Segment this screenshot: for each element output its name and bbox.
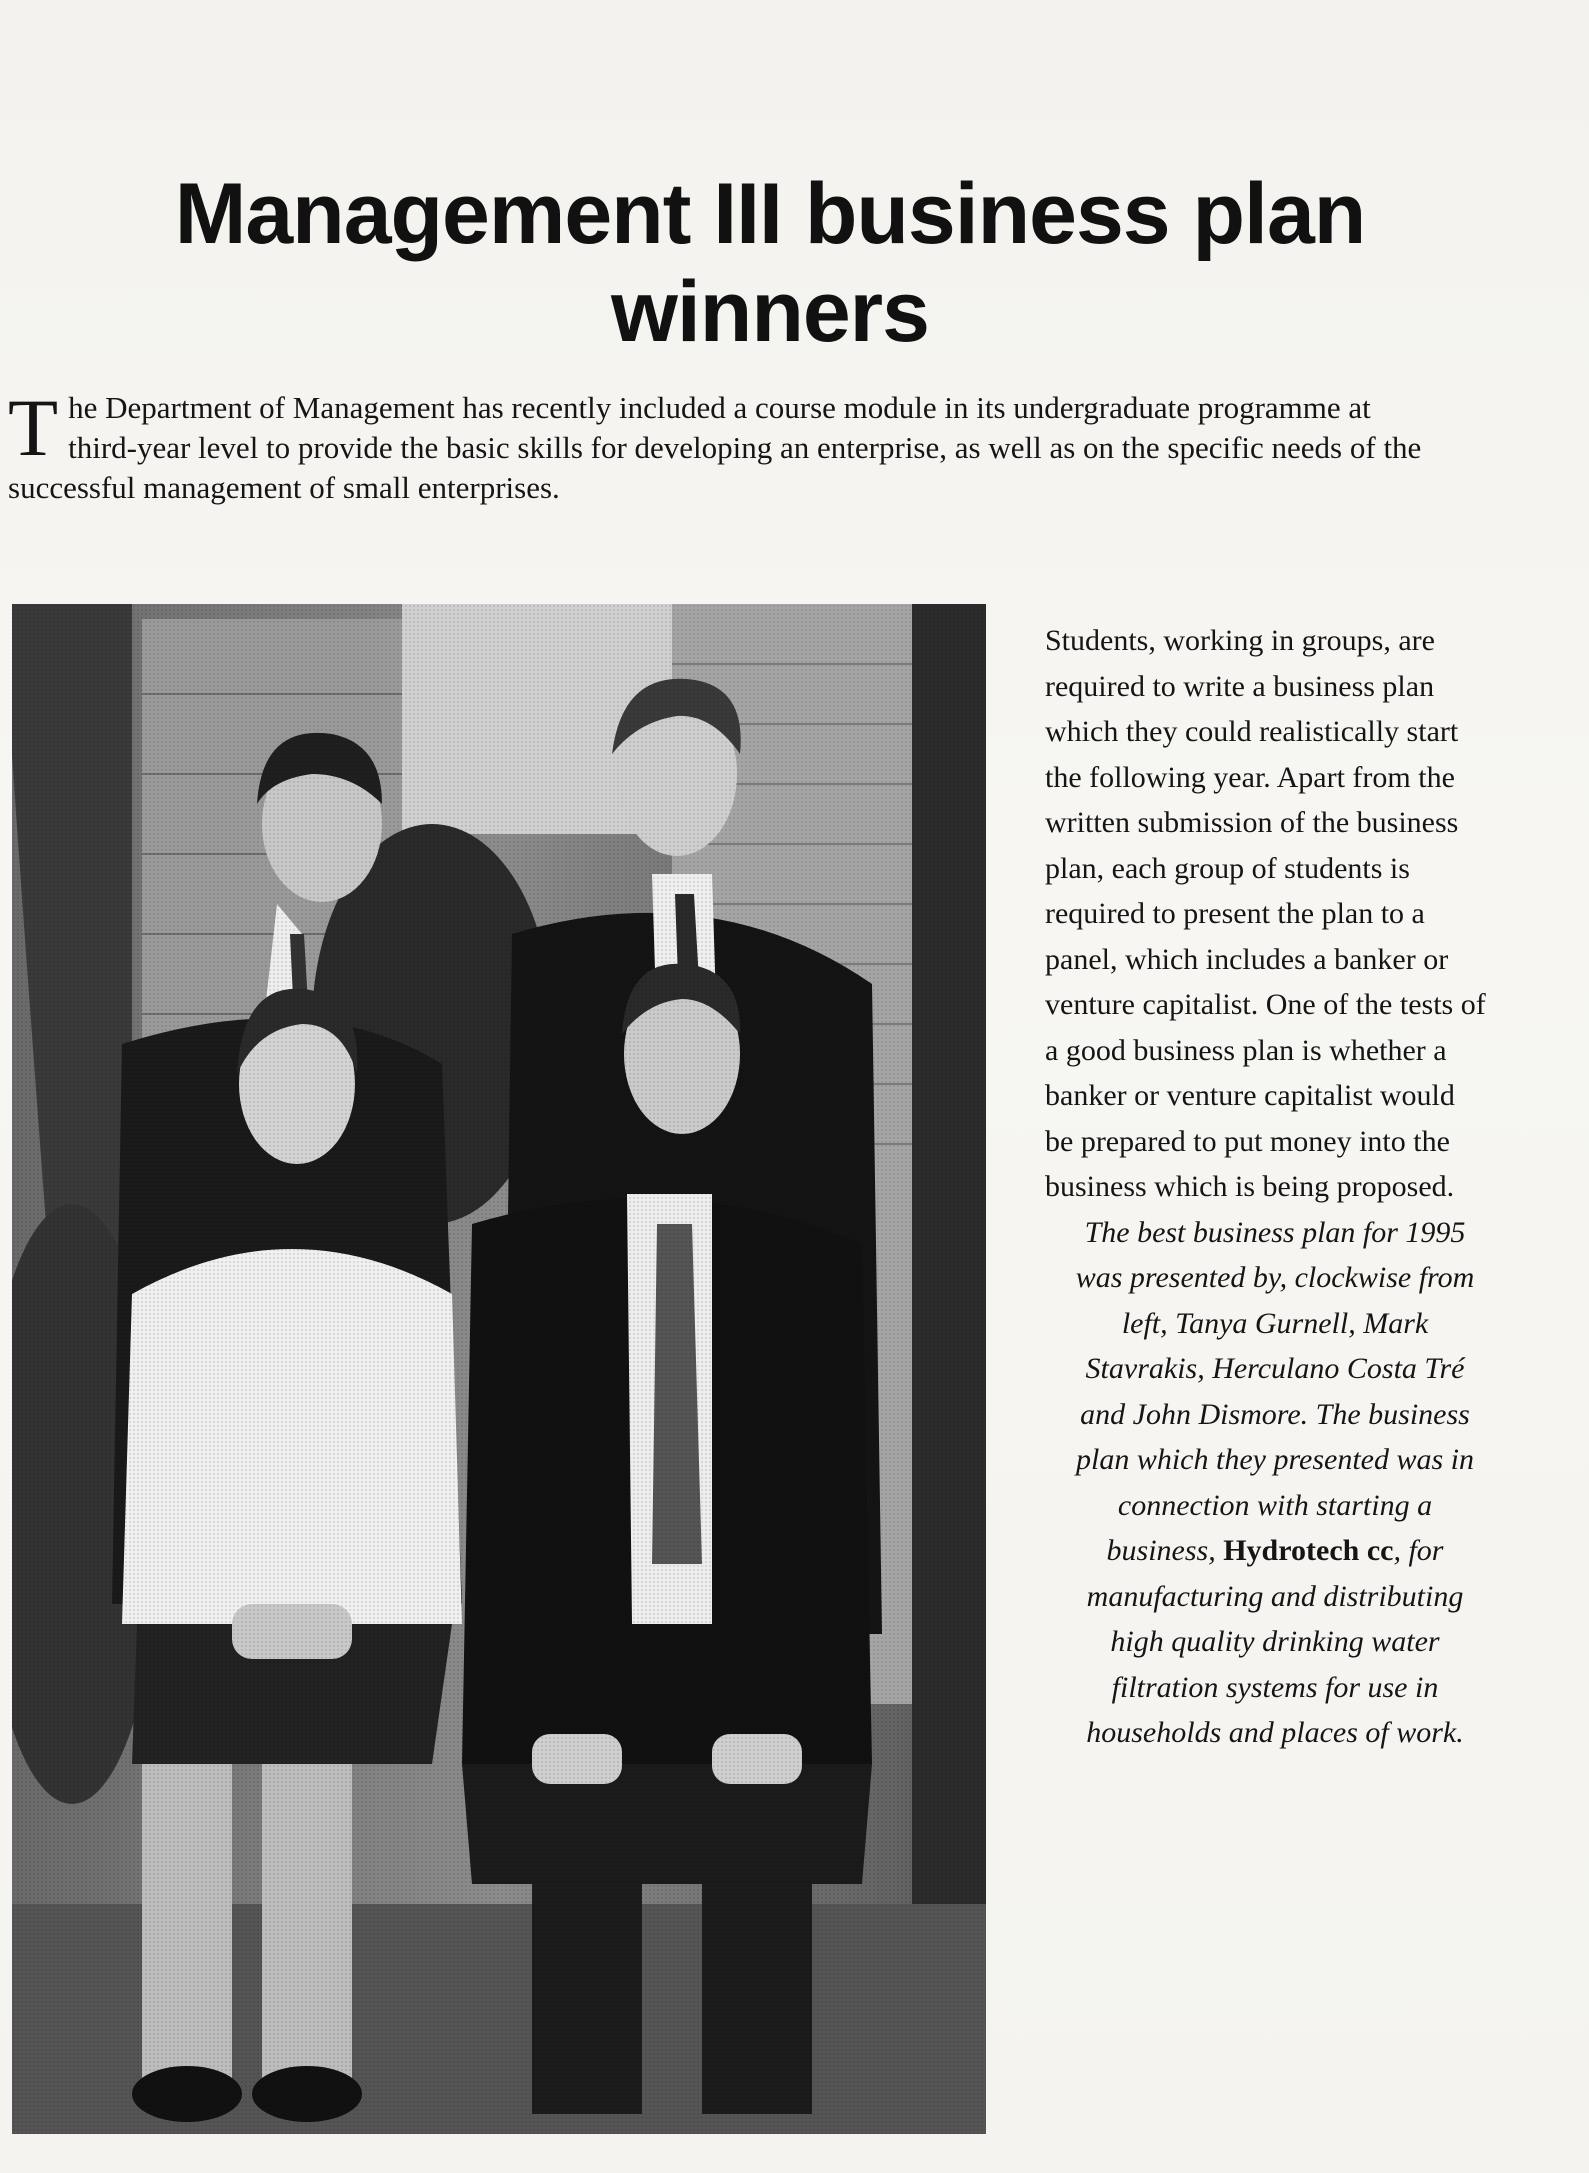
intro-text: he Department of Management has recently included a course module in its undergraduate programme at third-year level to provide the basic skills for developing an enterprise, as well as on the specific needs of the successful management of small enterprises. [8, 390, 1422, 505]
article-headline [100, 165, 1440, 361]
caption-text-2: , for manufacturing and distributing high quality drinking water filtration systems for use in households and places of work. [1086, 1534, 1464, 1749]
group-photo [12, 604, 986, 2134]
dropcap-letter: T [8, 382, 59, 473]
headline-line-1: Management III business plan [174, 166, 1366, 262]
caption-company-name: Hydrotech cc [1223, 1534, 1394, 1567]
headline-line-2: winners [611, 264, 929, 360]
caption-text-1: The best business plan for 1995 was presented by, clockwise from left, Tanya Gurnell, Mark Stavrakis, Herculano Costa Tré and John Dismore. The business plan which they presented was in connection with starting a business, [1075, 1215, 1475, 1567]
article-body-text: Students, working in groups, are required to write a business plan which they could realistically start the following year. Apart from the written submission of the business plan, each group of students is required to present the plan to a panel, which includes a banker or venture capitalist. One of the tests of a good business plan is whether a banker or venture capitalist would be prepared to put money into the business which is being proposed. [1045, 624, 1486, 1203]
article-body [1000, 618, 1490, 1756]
photo-illustration [12, 604, 986, 2134]
article-intro [8, 382, 1438, 508]
photo-caption [1000, 1210, 1490, 1756]
